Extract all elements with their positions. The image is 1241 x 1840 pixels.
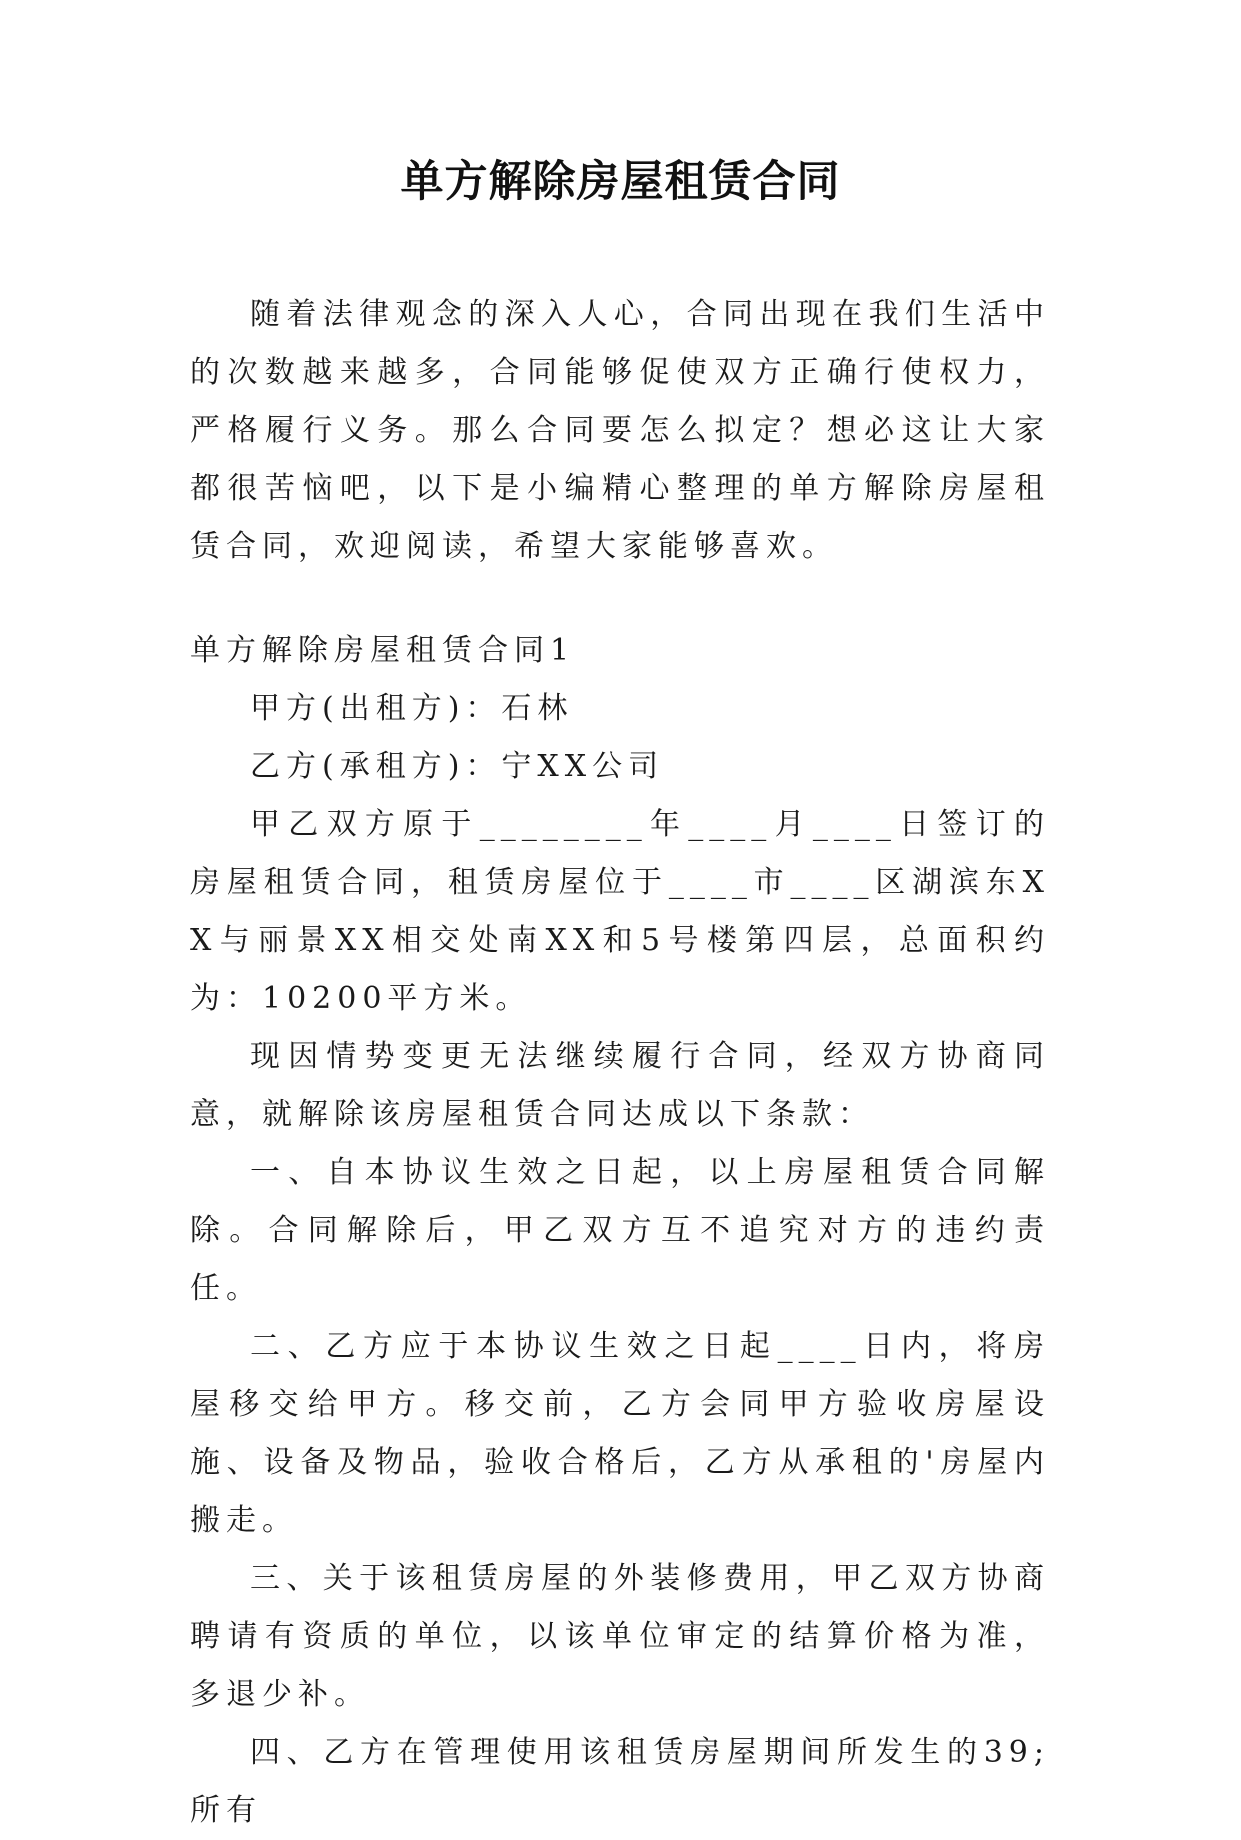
agreement-paragraph: 现因情势变更无法继续履行合同，经双方协商同意，就解除该房屋租赁合同达成以下条款：: [190, 1039, 1050, 1132]
clause-4: 四、乙方在管理使用该租赁房屋期间所发生的39;所有: [190, 1735, 1050, 1828]
document-title: 单方解除房屋租赁合同: [400, 157, 841, 207]
clause-2: 二、乙方应于本协议生效之日起____日内，将房屋移交给甲方。移交前，乙方会同甲方验收房屋设施、设备及物品，验收合格后，乙方从承租的'房屋内搬走。: [190, 1329, 1050, 1538]
party-b-line: 乙方(承租方)：宁XX公司: [250, 749, 665, 784]
party-a-line: 甲方(出租方)：石林: [250, 691, 574, 726]
clause-1: 一、自本协议生效之日起，以上房屋租赁合同解除。合同解除后，甲乙双方互不追究对方的违约责任。: [190, 1155, 1050, 1306]
clause-3: 三、关于该租赁房屋的外装修费用，甲乙双方协商聘请有资质的单位，以该单位审定的结算价格为准，多退少补。: [190, 1561, 1050, 1712]
document-body: [190, 286, 1050, 1840]
contract-details-paragraph: 甲乙双方原于________年____月____日签订的房屋租赁合同，租赁房屋位于____市____区湖滨东XX与丽景XX相交处南XX和5号楼第四层，总面积约为：10200平方米。: [190, 807, 1050, 1016]
intro-paragraph: 随着法律观念的深入人心，合同出现在我们生活中的次数越来越多，合同能够促使双方正确行使权力，严格履行义务。那么合同要怎么拟定？想必这让大家都很苦恼吧，以下是小编精心整理的单方解除房屋租赁合同，欢迎阅读，希望大家能够喜欢。: [190, 297, 1050, 564]
section-heading: 单方解除房屋租赁合同1: [190, 633, 576, 668]
